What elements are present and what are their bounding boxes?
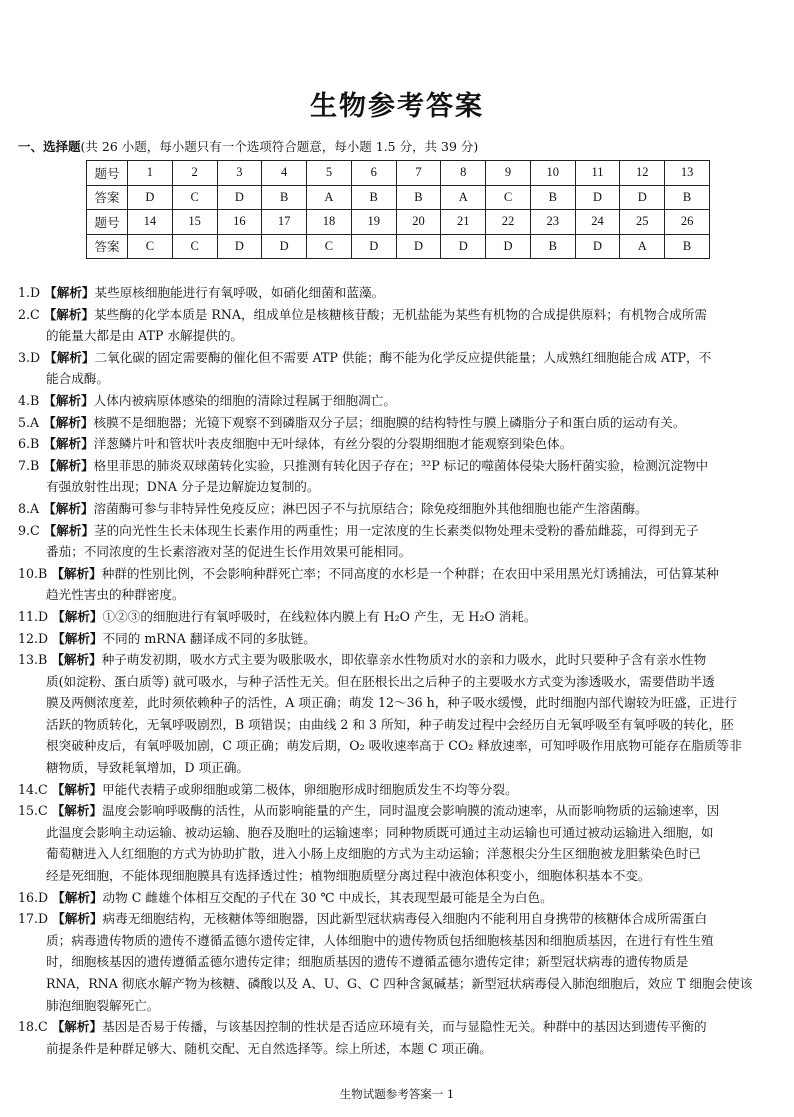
item-number: 8.A [18,500,40,516]
item-number: 16.D [18,889,49,905]
answer-table-cell: 6 [351,161,396,186]
section-label: 一、选择题 [18,139,81,154]
explanation-item [18,628,778,650]
answer-table-cell: 11 [575,161,620,186]
answer-table-cell: B [665,185,710,210]
explanation-line: 前提条件是种群足够大、随机交配、无自然选择等。综上所述，本题 C 项正确。 [46,1040,492,1056]
explanation-text: 基因是否易于传播，与该基因控制的性状是否适应环境有关，而与显隐性无关。种群中的基因达到遗传平衡的 [102,1019,707,1035]
analysis-tag: 【解析】 [44,285,95,300]
answer-table-cell: 2 [172,161,217,186]
explanation-line: 葡萄糖进入人红细胞的方式为协助扩散，进入小肠上皮细胞的方式为主动运输；洋葱根尖分生区细胞被龙胆紫染色时已 [46,846,701,862]
item-number: 4.B [18,392,40,408]
analysis-tag: 【解析】 [43,392,94,408]
explanation-item [18,455,778,498]
explanation-line: RNA，RNA 彻底水解产物为核糖、磷酸以及 A、U、G、C 四种含氮碱基；新型冠状病毒侵入肺泡细胞后，效应 T 细胞会使该 [46,976,753,991]
explanation-text: 人体内被病原体感染的细胞的清除过程属于细胞凋亡。 [93,392,396,408]
explanation-text: 种子萌发初期，吸水方式主要为吸胀吸水，即依靠亲水性物质对水的亲和力吸水，此时只要种子含有亲水性物 [101,652,707,668]
item-number: 17.D [18,911,49,927]
answer-table-cell: A [620,234,665,259]
answer-table-cell: A [441,185,486,210]
answer-table-cell: 13 [665,161,710,186]
item-number: 13.B [18,652,48,668]
answer-table-cell: 10 [530,161,575,186]
explanation-item [18,282,778,304]
explanation-text: 病毒无细胞结构，无核糖体等细胞器，因此新型冠状病毒侵入细胞内不能利用自身携带的核糖体合成所需蛋白 [102,911,708,927]
section-note: (共 26 小题，每小题只有一个选项符合题意，每小题 1.5 分，共 39 分) [80,139,479,154]
analysis-tag: 【解析】 [44,349,95,365]
analysis-tag: 【解析】 [51,652,102,668]
explanation-item [18,563,778,606]
explanation-line: 有强放射性出现；DNA 分子是边解旋边复制的。 [46,479,320,495]
answer-table-cell: D [217,185,262,210]
item-number: 3.D [18,349,41,365]
section-heading [18,137,478,155]
explanation-item [18,433,778,455]
explanation-text: 某些酶的化学本质是 RNA，组成单位是核糖核苷酸；无机盐能为某些有机物的合成提供原料；有机物合成所需 [94,306,707,322]
analysis-tag: 【解析】 [43,500,94,516]
answer-table-cell: 9 [486,161,531,186]
item-number: 12.D [18,630,49,646]
explanation-item [18,887,778,909]
answer-table-cell: D [128,185,173,210]
answer-table-cell: C [128,234,173,259]
explanation-line [18,520,778,542]
explanation-line: 糖物质，导致耗氧增加，D 项正确。 [46,760,250,776]
explanation-item [18,347,778,390]
answer-table-cell: 22 [486,210,531,235]
item-number: 5.A [18,414,40,430]
answer-table-cell: 17 [262,210,307,235]
answer-table-cell: 8 [441,161,486,186]
explanation-line [18,563,778,585]
item-number: 11.D [18,608,49,624]
answer-table-cell: 7 [396,161,441,186]
explanation-line: 能合成酶。 [46,371,109,387]
explanation-text: 二氧化碳的固定需要酶的催化但不需要 ATP 供能；酶不能为化学反应提供能量；人成熟红细胞能合成 ATP，不 [94,349,712,365]
answer-table-cell: C [172,234,217,259]
explanation-item [18,520,778,563]
explanation-line: 趋光性害虫的种群密度。 [46,587,185,603]
page-title: 生物参考答案 [310,91,484,122]
answer-table-cell: D [396,234,441,259]
analysis-tag: 【解析】 [43,457,94,473]
explanation-line: 此温度会影响主动运输、被动运输、胞吞及胞吐的运输速率；同种物质既可通过主动运输也可通过被动运输进入细胞，如 [46,824,714,840]
answer-table-cell: D [486,234,531,259]
answer-table-header: 答案 [87,185,128,210]
item-number: 15.C [18,803,48,819]
explanation-text: 溶菌酶可参与非特异性免疫反应；淋巴因子不与抗原结合；除免疫细胞外其他细胞也能产生溶菌酶。 [93,500,648,516]
answer-table-cell: 26 [665,210,710,235]
explanation-line: 的能量大都是由 ATP 水解提供的。 [46,328,244,344]
answer-table-cell: D [351,234,396,259]
explanation-line [18,887,778,909]
answer-table-cell: 23 [530,210,575,235]
answer-table-cell: A [307,185,352,210]
explanation-line [18,347,778,369]
explanation-text: ①②③的细胞进行有氧呼吸时，在线粒体内膜上有 H₂O 产生，无 H₂O 消耗。 [102,608,537,624]
item-number: 14.C [18,781,48,797]
answer-table-cell: D [620,185,665,210]
explanation-text: 温度会影响呼吸酶的活性，从而影响能量的产生，同时温度会影响膜的流动速率，从而影响物质的运输速率，因 [102,803,720,819]
explanation-line [18,779,778,801]
explanation-text: 洋葱鳞片叶和管状叶表皮细胞中无叶绿体，有丝分裂的分裂期细胞才能观察到染色体。 [93,436,573,452]
explanation-item [18,498,778,520]
answer-table-header: 答案 [87,234,128,259]
analysis-tag: 【解析】 [43,306,95,322]
answer-table-row [87,185,710,210]
explanation-text: 种群的性别比例，不会影响种群死亡率；不同高度的水杉是一个种群；在农田中采用黑光灯诱捕法，可估算某种 [101,565,719,581]
explanation-text: 动物 C 雌雄个体相互交配的子代在 30 ℃ 中成长，其表现型最可能是全为白色。 [102,889,553,905]
explanation-line: 经是死细胞，不能体现细胞膜具有选择透过性；植物细胞质壁分离过程中液泡体积变小，细胞体积基本不变。 [46,868,651,884]
explanation-line [18,606,778,628]
answer-table-cell: D [441,234,486,259]
item-number: 2.C [18,306,40,322]
analysis-tag: 【解析】 [52,889,103,905]
explanation-line: 肺泡细胞裂解死亡。 [46,997,160,1013]
explanation-line [18,304,778,326]
answer-table-cell: B [351,185,396,210]
answer-table-cell: 24 [575,210,620,235]
answer-table-cell: D [217,234,262,259]
item-number: 1.D [18,285,41,300]
answer-table-cell: 4 [262,161,307,186]
explanation-line: 番茄；不同浓度的生长素溶液对茎的促进生长作用效果可能相同。 [46,544,412,560]
explanation-text: 不同的 mRNA 翻译成不同的多肽链。 [102,630,316,646]
explanation-text: 某些原核细胞能进行有氧呼吸，如硝化细菌和蓝藻。 [94,285,385,300]
answer-table-cell: 1 [128,161,173,186]
analysis-tag: 【解析】 [51,781,103,797]
explanation-line [18,800,778,822]
answer-table-cell: 12 [620,161,665,186]
answer-table-cell: C [486,185,531,210]
explanation-text: 甲能代表精子或卵细胞或第二极体，卵细胞形成时细胞质发生不均等分裂。 [102,781,518,797]
item-number: 7.B [18,457,40,473]
explanation-text: 核膜不是细胞器；光镜下观察不到磷脂双分子层；细胞膜的结构特性与膜上磷脂分子和蛋白质的运动有关。 [93,414,686,430]
explanation-text: 格里菲思的肺炎双球菌转化实验，只推测有转化因子存在；³²P 标记的噬菌体侵染大肠杆菌实验，检测沉淀物中 [93,457,709,473]
explanation-line [18,282,778,304]
analysis-tag: 【解析】 [51,1019,103,1035]
answer-table-cell: 25 [620,210,665,235]
answer-table-header: 题号 [87,161,128,186]
explanation-list [18,282,778,1059]
explanation-item [18,1016,778,1059]
explanation-line: 质；病毒遗传物质的遗传不遵循孟德尔遗传定律，人体细胞中的遗传物质包括细胞核基因和细胞质基因，在进行有性生殖 [46,932,714,948]
analysis-tag: 【解析】 [52,608,103,624]
analysis-tag: 【解析】 [43,414,94,430]
page-footer: 生物试题参考答案一 1 [339,1087,455,1101]
explanation-item [18,412,778,434]
explanation-line [18,390,778,412]
answer-table-cell: D [575,234,620,259]
analysis-tag: 【解析】 [43,522,95,538]
answer-table-cell: 14 [128,210,173,235]
explanation-item [18,908,778,1016]
answer-table-cell: C [172,185,217,210]
answer-table-cell: 5 [307,161,352,186]
explanation-line: 膜及两侧浓度差，此时须依赖种子的活性，A 项正确；萌发 12～36 h，种子吸水缓慢，此时细胞内部代谢较为旺盛，正进行 [46,695,737,711]
item-number: 18.C [18,1019,48,1035]
explanation-line [18,455,778,477]
explanation-item [18,649,778,779]
explanation-line [18,412,778,434]
answer-table-cell: B [530,185,575,210]
explanation-item [18,304,778,347]
answer-table-cell: 18 [307,210,352,235]
answer-table-cell: 3 [217,161,262,186]
answer-table-cell: 19 [351,210,396,235]
answer-table-cell: D [575,185,620,210]
answer-table-row [87,161,710,186]
explanation-line [18,498,778,520]
answer-table-cell: B [530,234,575,259]
item-number: 9.C [18,522,40,538]
answer-table-cell: D [262,234,307,259]
explanation-item [18,390,778,412]
explanation-line: 时，细胞核基因的遗传遵循孟德尔遗传定律；细胞质基因的遗传不遵循孟德尔遗传定律；新型冠状病毒的遗传物质是 [46,954,689,970]
explanation-line [18,433,778,455]
answer-table-cell: C [307,234,352,259]
explanation-line: 活跃的物质转化，无氧呼吸剧烈，B 项错误；由曲线 2 和 3 所知，种子萌发过程中会经历自无氧呼吸至有氧呼吸的转化，胚 [46,716,734,732]
answer-table-cell: 16 [217,210,262,235]
answer-table-cell: 20 [396,210,441,235]
item-number: 10.B [18,565,48,581]
analysis-tag: 【解析】 [43,436,94,452]
explanation-line [18,908,778,930]
answer-table-header: 题号 [87,210,128,235]
answer-table-cell: B [262,185,307,210]
answer-table-cell: 15 [172,210,217,235]
answer-table-cell: B [396,185,441,210]
explanation-line [18,628,778,650]
analysis-tag: 【解析】 [51,803,103,819]
item-number: 6.B [18,436,40,452]
explanation-line: 根突破种皮后，有氧呼吸加剧，C 项正确；萌发后期，O₂ 吸收速率高于 CO₂ 释放速率，可知呼吸作用底物可能存在脂质等非 [46,738,742,754]
analysis-tag: 【解析】 [52,911,103,927]
explanation-line: 质(如淀粉、蛋白质等) 就可吸水，与种子活性无关。但在胚根长出之后种子的主要吸水方式变为渗透吸水，需要借助半透 [46,673,715,689]
answer-table-row [87,210,710,235]
answer-table-row [87,234,710,259]
explanation-line [18,649,778,671]
answer-table-cell: 21 [441,210,486,235]
explanation-item [18,779,778,801]
answer-table-cell: B [665,234,710,259]
explanation-item [18,800,778,886]
explanation-text: 茎的向光性生长未体现生长素作用的两重性；用一定浓度的生长素类似物处理未受粉的番茄雌蕊，可得到无子 [94,522,699,538]
answer-table [86,160,710,259]
analysis-tag: 【解析】 [52,630,103,646]
analysis-tag: 【解析】 [51,565,102,581]
explanation-item [18,606,778,628]
explanation-line [18,1016,778,1038]
